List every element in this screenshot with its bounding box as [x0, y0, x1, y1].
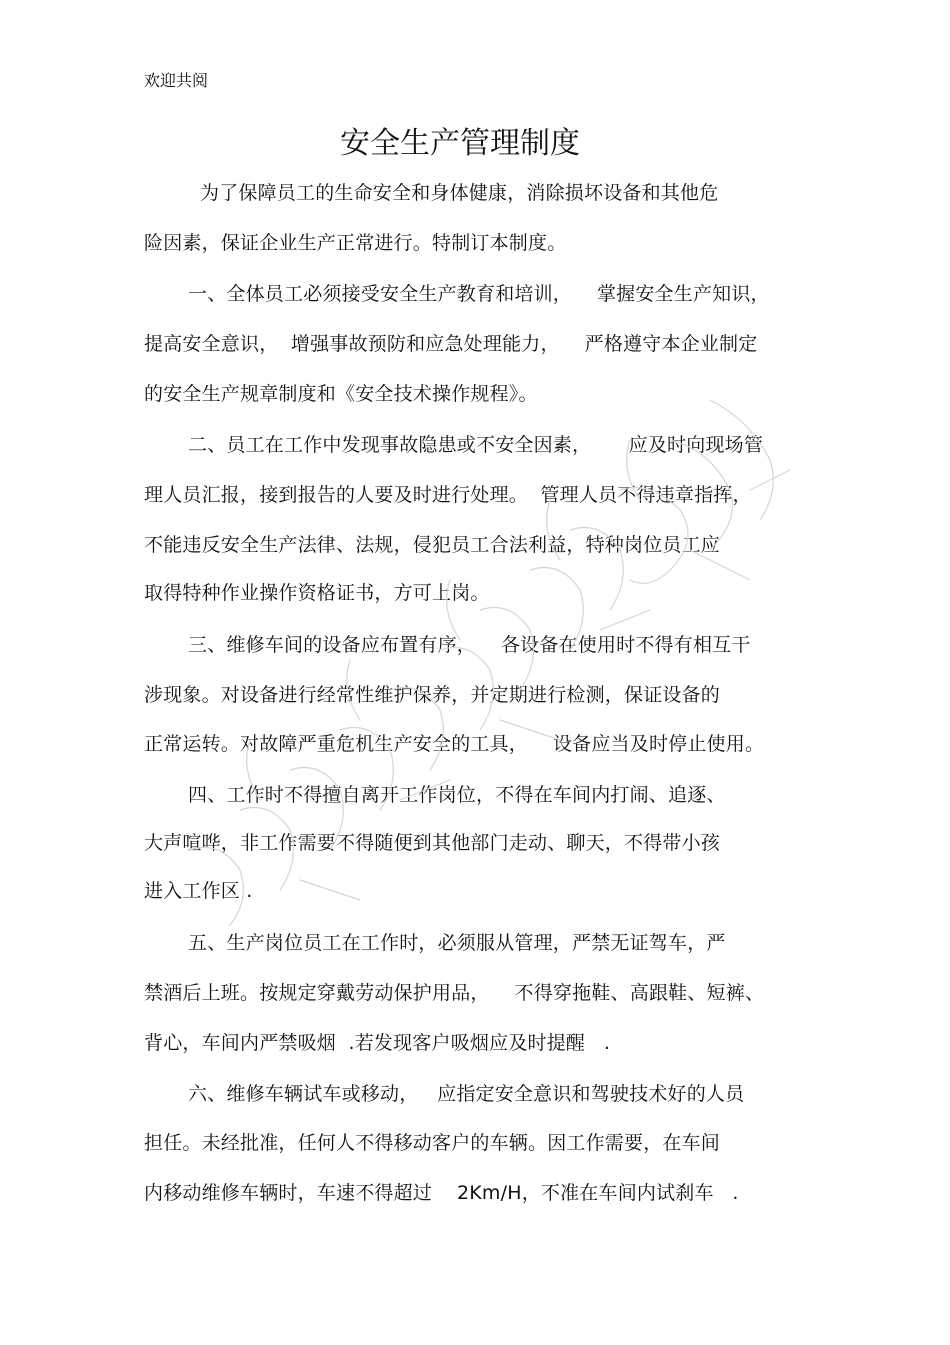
- paragraph-line: 提高安全意识， 增强事故预防和应急处理能力， 严格遵守本企业制定: [144, 333, 758, 355]
- paragraph-line: 取得特种作业操作资格证书，方可上岗。: [144, 582, 490, 604]
- paragraph-line: 担任。未经批准，任何人不得移动客户的车辆。因工作需要，在车间: [144, 1132, 721, 1154]
- paragraph-line: 为了保障员工的生命安全和身体健康，消除损坏设备和其他危: [200, 182, 719, 204]
- paragraph-line: 进入工作区 .: [144, 880, 253, 902]
- paragraph-line: 二、员工在工作中发现事故隐患或不安全因素， 应及时向现场管: [188, 434, 764, 456]
- paragraph-line: 禁酒后上班。按规定穿戴劳动保护用品， 不得穿拖鞋、高跟鞋、短裤、: [144, 982, 765, 1004]
- paragraph-line: 理人员汇报，接到报告的人要及时进行处理。 管理人员不得违章指挥，: [144, 484, 752, 506]
- paragraph-line: 的安全生产规章制度和《安全技术操作规程》。: [144, 383, 538, 405]
- paragraph-line: 三、维修车间的设备应布置有序， 各设备在使用时不得有相互干: [188, 634, 751, 656]
- document-title: 安全生产管理制度: [340, 126, 580, 161]
- paragraph-line: 一、全体员工必须接受安全生产教育和培训， 掌握安全生产知识，: [188, 283, 770, 305]
- watermark-image: [150, 380, 810, 940]
- paragraph-line: 险因素，保证企业生产正常进行。特制订本制度。: [144, 232, 567, 254]
- paragraph-line: 正常运转。对故障严重危机生产安全的工具， 设备应当及时停止使用。: [144, 733, 765, 755]
- paragraph-line: 四、工作时不得擅自离开工作岗位，不得在车间内打闹、追逐、: [188, 784, 726, 806]
- paragraph-line: 五、生产岗位员工在工作时，必须服从管理，严禁无证驾车，严: [188, 932, 726, 954]
- paragraph-line: 涉现象。对设备进行经常性维护保养，并定期进行检测，保证设备的: [144, 684, 721, 706]
- paragraph-line: 背心，车间内严禁吸烟 .若发现客户吸烟应及时提醒 .: [144, 1032, 611, 1054]
- header-note: 欢迎共阅: [144, 71, 209, 90]
- paragraph-line: 大声喧哗，非工作需要不得随便到其他部门走动、聊天，不得带小孩: [144, 832, 721, 854]
- paragraph-line: 内移动维修车辆时，车速不得超过 2Km/H，不准在车间内试刹车 .: [144, 1182, 739, 1204]
- paragraph-line: 不能违反安全生产法律、法规，侵犯员工合法利益，特种岗位员工应: [144, 534, 721, 556]
- paragraph-line: 六、维修车辆试车或移动， 应指定安全意识和驾驶技术好的人员: [188, 1083, 745, 1105]
